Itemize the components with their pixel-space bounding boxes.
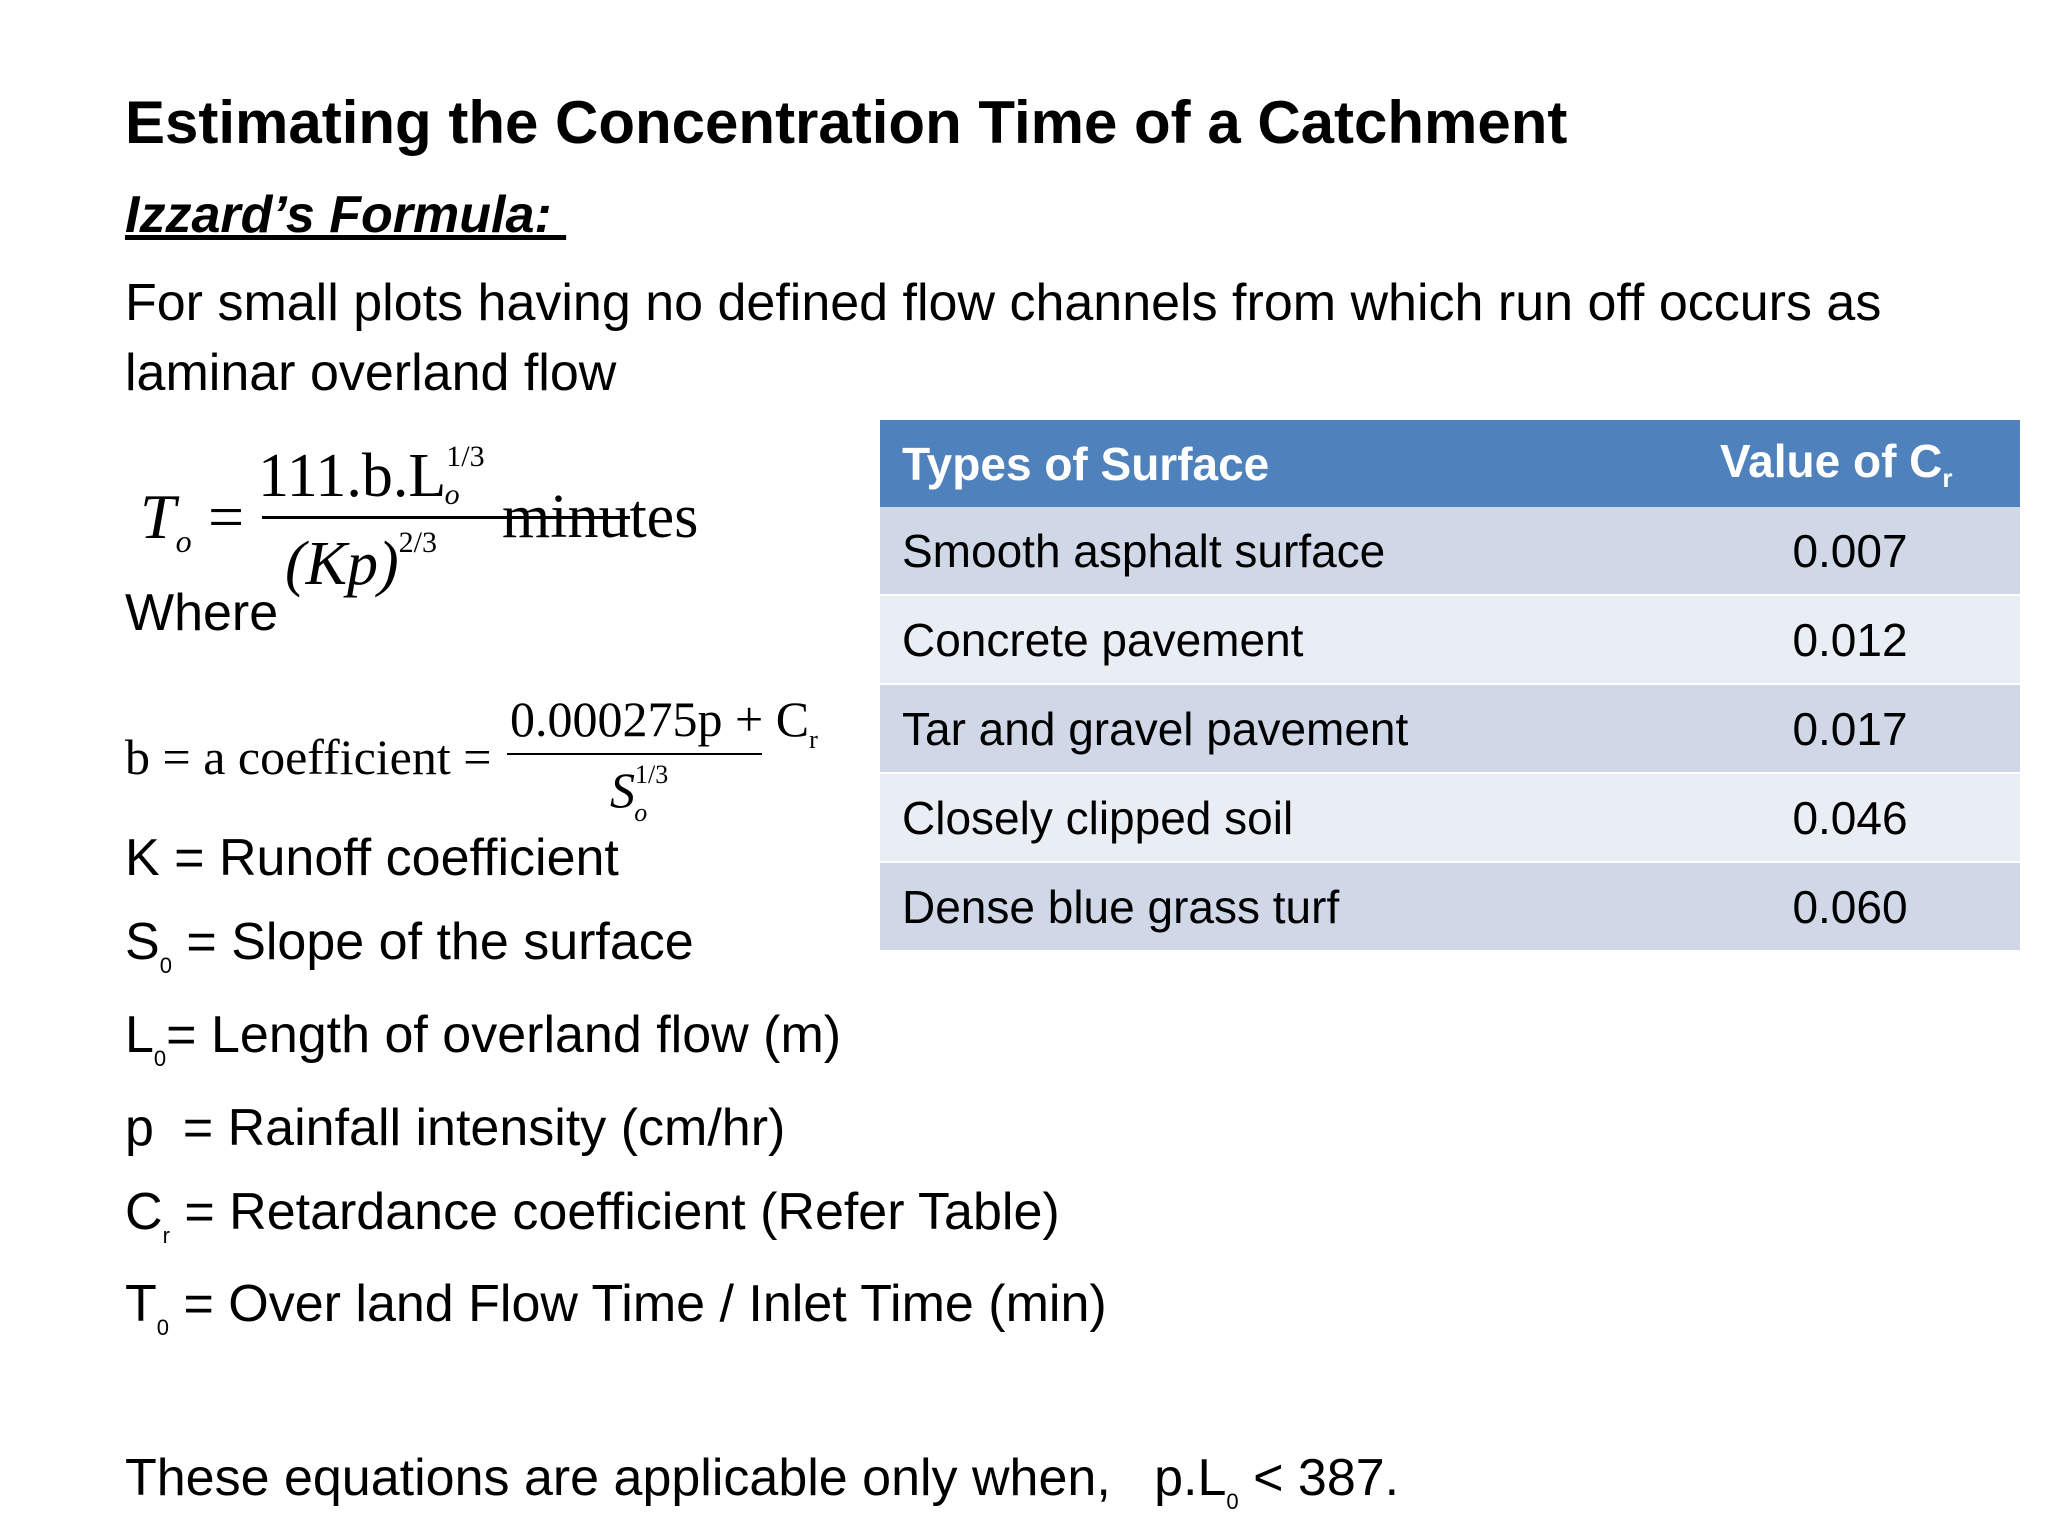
formula-unit: minutes bbox=[502, 483, 699, 551]
b-coefficient-formula bbox=[125, 690, 845, 830]
page-title: Estimating the Concentration Time of a Catchment bbox=[125, 89, 1568, 156]
value-cell: 0.017 bbox=[1680, 684, 2020, 773]
retardance-coefficient-table bbox=[880, 420, 2020, 950]
b-formula-numerator: $0.000275p + C_r$ bbox=[510, 691, 818, 754]
table-row bbox=[880, 507, 2020, 595]
value-cell: 0.060 bbox=[1680, 862, 2020, 950]
formula-numerator: $111.b.L^{1/3}o$ bbox=[258, 440, 485, 511]
table-row bbox=[880, 862, 2020, 950]
b-formula-fraction-bar bbox=[507, 753, 762, 755]
surface-cell: Smooth asphalt surface bbox=[880, 507, 1680, 595]
table-row bbox=[880, 773, 2020, 862]
b-formula-lhs: b = a coefficient = bbox=[125, 729, 492, 785]
intro-paragraph: For small plots having no defined flow channels from which run off occurs as laminar overland flow bbox=[125, 274, 1882, 402]
definition-t0: $T_0$ = Over land Flow Time / Inlet Time (min) bbox=[125, 1275, 1107, 1340]
where-label: Where bbox=[125, 584, 279, 642]
value-cell: 0.007 bbox=[1680, 507, 2020, 595]
definition-k: K = Runoff coefficient bbox=[125, 829, 619, 887]
formula-subtitle: Izzard’s Formula: bbox=[125, 186, 567, 244]
table-row bbox=[880, 684, 2020, 773]
definition-s0: $S_0$ = Slope of the surface bbox=[125, 913, 694, 978]
surface-cell: Closely clipped soil bbox=[880, 773, 1680, 862]
value-cell: 0.012 bbox=[1680, 595, 2020, 684]
surface-cell: Concrete pavement bbox=[880, 595, 1680, 684]
header-surface-type: Types of Surface bbox=[880, 420, 1680, 507]
surface-cell: Dense blue grass turf bbox=[880, 862, 1680, 950]
definition-l0: $L_0=$ Length of overland flow (m) bbox=[125, 1006, 842, 1071]
b-formula-denominator: $S^{1/3}_o$ bbox=[610, 760, 669, 827]
table-row bbox=[880, 595, 2020, 684]
surface-cell: Tar and gravel pavement bbox=[880, 684, 1680, 773]
formula-equals: = bbox=[208, 481, 245, 552]
definition-p: p = Rainfall intensity (cm/hr) bbox=[125, 1099, 786, 1157]
formula-denominator: $(Kp)^{2/3}$ bbox=[285, 526, 437, 598]
value-cell: 0.046 bbox=[1680, 773, 2020, 862]
applicability-note: These equations are applicable only when, $p.L_0 < 387$. bbox=[125, 1449, 1400, 1514]
header-cr-value: Value of $C_r$ bbox=[1680, 420, 2020, 507]
table-header-row bbox=[880, 420, 2020, 507]
definition-cr: $C_r$ = Retardance coefficient (Refer Table) bbox=[125, 1183, 1060, 1248]
formula-lhs: $T_o$ bbox=[140, 481, 192, 559]
